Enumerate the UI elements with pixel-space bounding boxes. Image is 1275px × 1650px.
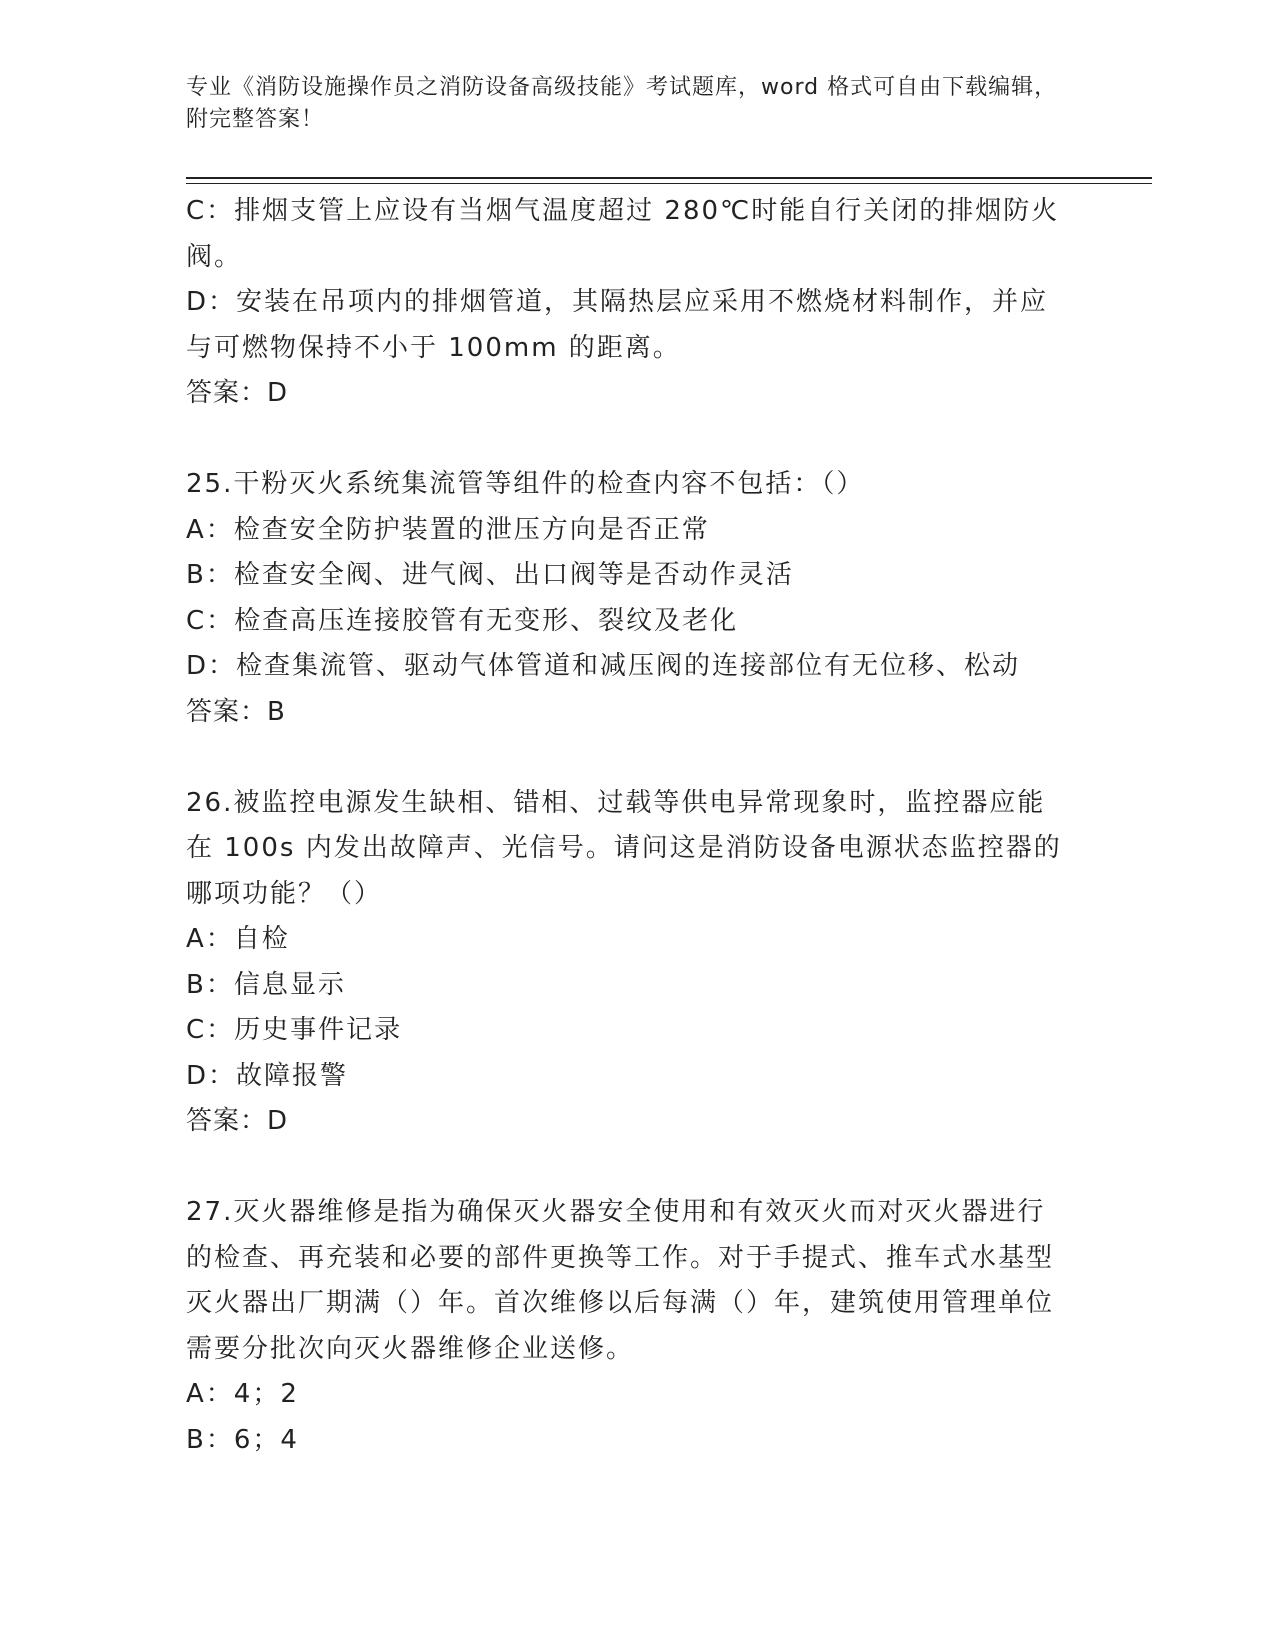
question-26-option-d: D：故障报警 [186, 1060, 349, 1091]
question-26-stem: 26.被监控电源发生缺相、错相、过载等供电异常现象时，监控器应能在 100s 内发出故障声、光信号。请问这是消防设备电源状态监控器的哪项功能？（） [186, 787, 1062, 909]
question-25-option-d: D：检查集流管、驱动气体管道和减压阀的连接部位有无位移、松动 [186, 651, 1021, 681]
question-26-option-c: C：历史事件记录 [186, 1015, 403, 1045]
spacer [186, 735, 1076, 781]
question-26-option-a: A：自检 [186, 924, 290, 954]
header-rule-thick [186, 177, 1152, 179]
spacer [186, 1145, 1076, 1191]
question-25-stem: 25.干粉灭火系统集流管等组件的检查内容不包括：（） [186, 469, 865, 499]
question-26-option-b: B：信息显示 [186, 969, 346, 1000]
prev-question-option-c: C：排烟支管上应设有当烟气温度超过 280℃时能自行关闭的排烟防火阀。 [186, 196, 1060, 272]
document-header: 专业《消防设施操作员之消防设备高级技能》考试题库，word 格式可自由下载编辑，附完整答案！ [186, 75, 1058, 132]
prev-question-answer: 答案：D [186, 378, 289, 408]
question-25-option-a: A：检查安全防护装置的泄压方向是否正常 [186, 514, 710, 545]
question-25-answer: 答案：B [186, 696, 286, 727]
question-25-option-b: B：检查安全阀、进气阀、出口阀等是否动作灵活 [186, 560, 794, 590]
header-rule-thin [186, 183, 1152, 184]
spacer [186, 417, 1076, 463]
prev-question-option-d: D：安装在吊项内的排烟管道，其隔热层应采用不燃烧材料制作，并应与可燃物保持不小于 100mm 的距离。 [186, 287, 1049, 363]
question-26-answer: 答案：D [186, 1106, 289, 1136]
question-25-option-c: C：检查高压连接胶管有无变形、裂纹及老化 [186, 605, 739, 636]
question-content [186, 189, 1076, 1463]
question-27-option-a: A：4；2 [186, 1379, 299, 1409]
question-27-option-b: B：6；4 [186, 1424, 299, 1455]
question-27-stem: 27.灭火器维修是指为确保灭火器安全使用和有效灭火而对灭火器进行的检查、再充装和必要的部件更换等工作。对于手提式、推车式水基型灭火器出厂期满（）年。首次维修以后每满（）年，建筑使用管理单位需要分批次向灭火器维修企业送修。 [186, 1197, 1055, 1364]
